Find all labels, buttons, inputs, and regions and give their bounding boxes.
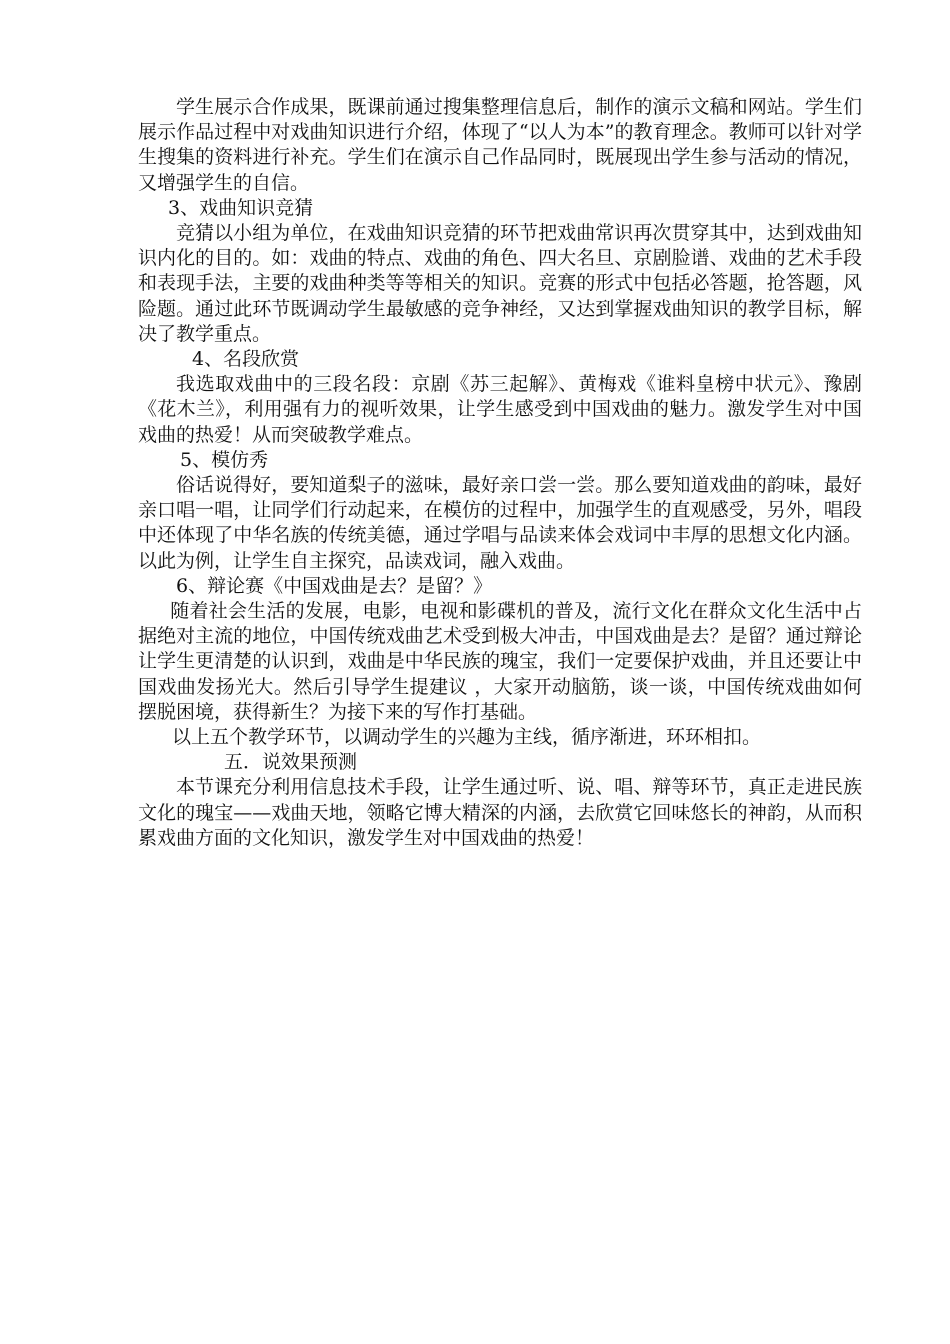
paragraph-debate: 随着社会生活的发展，电影，电视和影碟机的普及，流行文化在群众文化生活中占据绝对主流的地位，中国传统戏曲艺术受到极大冲击，中国戏曲是去？是留？通过辩论让学生更清楚的认识到，戏曲是中华民族的瑰宝，我们一定要保护戏曲，并且还要让中国戏曲发扬光大。然后引导学生提建议 ，大家开动脑筋，谈一谈，中国传统戏曲如何摆脱困境，获得新生？为接下来的写作打基础。 — [138, 600, 862, 723]
heading-debate: 6、辩论赛《中国戏曲是去？是留？》 — [176, 574, 493, 597]
heading-imitation-show: 5、模仿秀 — [180, 448, 269, 471]
heading-famous-excerpts: 4、名段欣赏 — [192, 348, 300, 371]
summary-line: 以上五个教学环节，以调动学生的兴趣为主线，循序渐进，环环相扣。 — [172, 726, 762, 749]
paragraph-effect-prediction: 本节课充分利用信息技术手段，让学生通过听、说、唱、辩等环节，真正走进民族文化的瑰宝——戏曲天地，领略它博大精深的内涵，去欣赏它回味悠长的神韵，从而积累戏曲方面的文化知识，激发学生对中国戏曲的热爱！ — [138, 776, 862, 849]
paragraph-famous-excerpts: 我选取戏曲中的三段名段：京剧《苏三起解》、黄梅戏《谁料皇榜中状元》、豫剧《花木兰》，利用强有力的视听效果，让学生感受到中国戏曲的魅力。激发学生对中国戏曲的热爱！从而突破教学难点。 — [138, 373, 862, 446]
heading-quiz: 3、戏曲知识竞猜 — [168, 196, 314, 219]
heading-effect-prediction: 五．说效果预测 — [224, 751, 358, 774]
paragraph-quiz: 竞猜以小组为单位，在戏曲知识竞猜的环节把戏曲常识再次贯穿其中，达到戏曲知识内化的目的。如：戏曲的特点、戏曲的角色、四大名旦、京剧脸谱、戏曲的艺术手段和表现手法，主要的戏曲种类等等相关的知识。竞赛的形式中包括必答题，抢答题，风险题。通过此环节既调动学生最敏感的竞争神经，又达到掌握戏曲知识的教学目标，解决了教学重点。 — [138, 222, 862, 345]
document-body — [138, 95, 862, 851]
paragraph-showcase: 学生展示合作成果，既课前通过搜集整理信息后，制作的演示文稿和网站。学生们展示作品过程中对戏曲知识进行介绍，体现了“以人为本”的教育理念。教师可以针对学生搜集的资料进行补充。学生们在演示自己作品同时，既展现出学生参与活动的情况，又增强学生的自信。 — [138, 96, 862, 194]
paragraph-imitation-show: 俗话说得好，要知道梨子的滋味，最好亲口尝一尝。那么要知道戏曲的韵味，最好亲口唱一唱，让同学们行动起来，在模仿的过程中，加强学生的直观感受，另外，唱段中还体现了中华名族的传统美德，通过学唱与品读来体会戏词中丰厚的思想文化内涵。以此为例，让学生自主探究，品读戏词，融入戏曲。 — [138, 474, 862, 572]
